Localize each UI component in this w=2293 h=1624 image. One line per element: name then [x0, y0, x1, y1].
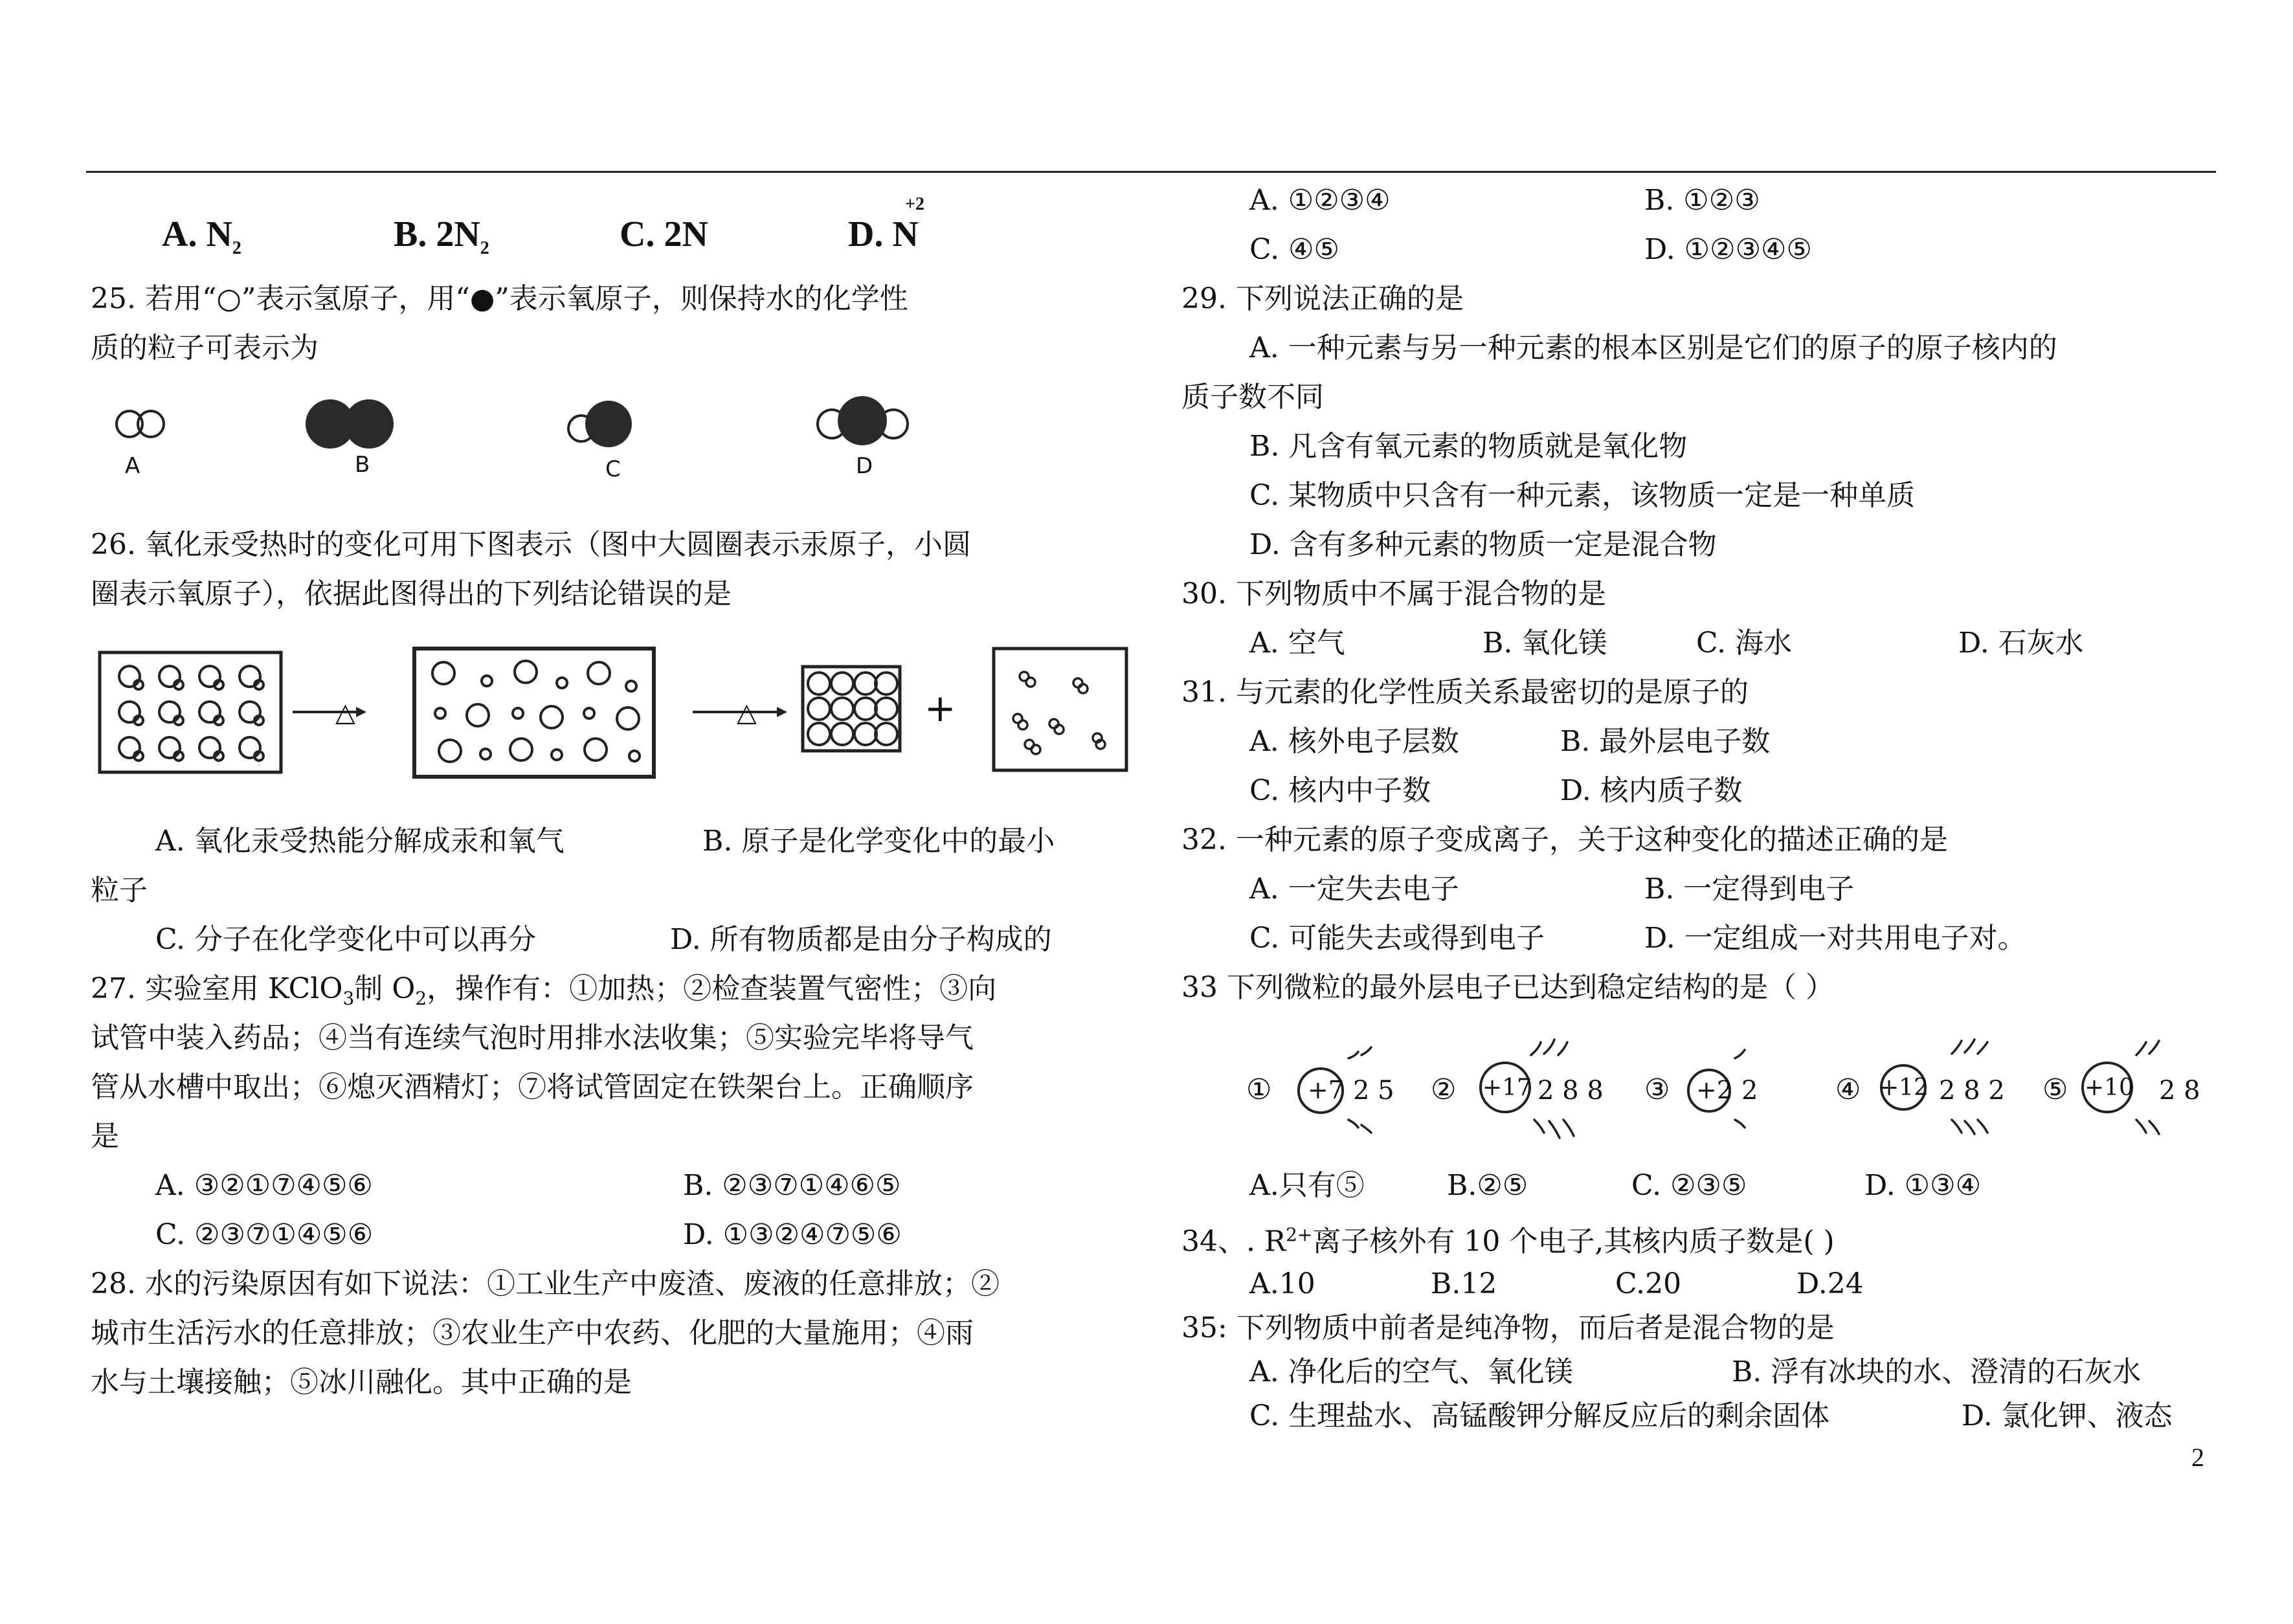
q33-particle-2-index: ② [1431, 1073, 1457, 1106]
q35-option-b: B. 浮有冰块的水、澄清的石灰水 [1732, 1355, 2142, 1388]
q33-particle-5-shells: 2 8 [2159, 1076, 2200, 1106]
q31-option-c: C. 核内中子数 [1249, 774, 1431, 807]
q25-label-d: D [856, 453, 873, 479]
q31-option-b: B. 最外层电子数 [1560, 725, 1771, 758]
q24-option-b: B. $2N_2$ [394, 214, 489, 259]
q34-stem: 34、. $R^{2+}$离子核外有 10 个电子,其核内质子数是( ) [1181, 1224, 1835, 1258]
q26-plus: + [924, 686, 956, 730]
q33-particle-3-shells: 2 [1741, 1076, 1758, 1106]
page-number: 2 [2191, 1443, 2204, 1472]
q26-line1: 26. 氧化汞受热时的变化可用下图表示（图中大圆圈表示汞原子，小圆 [91, 528, 971, 561]
q33-particle-5-index: ⑤ [2042, 1073, 2068, 1106]
q33-particle-3-index: ③ [1644, 1073, 1670, 1106]
q25-particle-figure [91, 395, 945, 492]
q28-line3: 水与土壤接触；⑤冰川融化。其中正确的是 [91, 1366, 632, 1399]
q27-option-a: A. ③②①⑦④⑤⑥ [155, 1169, 373, 1202]
q33-particle-1-shells: 2 5 [1353, 1076, 1394, 1106]
q33-option-d: D. ①③④ [1864, 1169, 1982, 1202]
q26-option-b: B. 原子是化学变化中的最小 [702, 825, 1055, 858]
q32-option-c: C. 可能失去或得到电子 [1249, 922, 1545, 955]
q29-option-a-cont: 质子数不同 [1181, 381, 1324, 414]
q28-option-d: D. ①②③④⑤ [1644, 233, 1812, 266]
q25-line2: 质的粒子可表示为 [91, 331, 319, 364]
q27-option-c: C. ②③⑦①④⑤⑥ [155, 1218, 374, 1251]
q24-option-c: C. 2N [620, 214, 708, 254]
q25-line1: 25. 若用“○”表示氢原子，用“●”表示氧原子，则保持水的化学性 [91, 282, 908, 315]
q33-stem: 33 下列微粒的最外层电子已达到稳定结构的是（ ） [1181, 971, 1834, 1004]
q29-option-d: D. 含有多种元素的物质一定是混合物 [1249, 528, 1717, 561]
q27-option-b: B. ②③⑦①④⑥⑤ [683, 1169, 901, 1202]
q33-particle-3-nucleus: +2 [1696, 1076, 1733, 1104]
q34-option-a: A.10 [1249, 1267, 1315, 1300]
q33-particle-4-shells: 2 8 2 [1939, 1076, 2005, 1106]
q27-line2: 试管中装入药品；④当有连续气泡时用排水法收集；⑤实验完毕将导气 [91, 1021, 974, 1054]
q35-option-a: A. 净化后的空气、氧化镁 [1249, 1355, 1573, 1388]
q29-option-c: C. 某物质中只含有一种元素，该物质一定是一种单质 [1249, 479, 1916, 512]
q35-option-d: D. 氯化钾、液态 [1962, 1399, 2173, 1432]
q33-particle-1-nucleus: +7 [1308, 1076, 1345, 1104]
q27-option-d: D. ①③②④⑦⑤⑥ [683, 1218, 902, 1251]
q33-particle-5-nucleus: +10 [2085, 1074, 2134, 1101]
q28-line2: 城市生活污水的任意排放；③农业生产中农药、化肥的大量施用；④雨 [91, 1317, 974, 1350]
q28-option-c: C. ④⑤ [1249, 233, 1339, 266]
q25-label-b: B [355, 452, 370, 478]
q24-option-a: A. $N_2$ [162, 214, 241, 259]
q29-option-b: B. 凡含有氧元素的物质就是氧化物 [1249, 430, 1688, 463]
q31-stem: 31. 与元素的化学性质关系最密切的是原子的 [1181, 676, 1749, 709]
q26-arrow2-label: △ [737, 698, 757, 728]
q26-option-b-cont: 粒子 [91, 874, 148, 907]
q33-particle-2-shells: 2 8 8 [1538, 1076, 1604, 1106]
q27-line3: 管从水槽中取出；⑥熄灭酒精灯；⑦将试管固定在铁架台上。正确顺序 [91, 1071, 974, 1104]
header-rule [86, 171, 2216, 173]
q34-option-d: D.24 [1796, 1267, 1864, 1300]
q25-particle-b [306, 399, 394, 449]
q31-option-d: D. 核内质子数 [1560, 774, 1743, 807]
q27-line1: 27. 实验室用 KClO$_3$制 $O_2$，操作有：①加热；②检查装置气密性；③向 [91, 972, 997, 1009]
q27-line4: 是 [91, 1120, 119, 1153]
q24-option-d: D. N +2 [848, 194, 924, 254]
q32-option-d: D. 一定组成一对共用电子对。 [1644, 922, 2026, 955]
q32-option-b: B. 一定得到电子 [1644, 873, 1855, 906]
q26-line2: 圈表示氧原子），依据此图得出的下列结论错误的是 [91, 577, 732, 610]
q35-stem: 35: 下列物质中前者是纯净物，而后者是混合物的是 [1181, 1311, 1835, 1344]
q25-label-c: C [605, 456, 621, 482]
q29-option-a: A. 一种元素与另一种元素的根本区别是它们的原子的原子核内的 [1249, 331, 2057, 364]
q30-option-a: A. 空气 [1249, 627, 1345, 660]
q33-option-c: C. ②③⑤ [1631, 1169, 1747, 1202]
q26-option-c: C. 分子在化学变化中可以再分 [155, 923, 537, 956]
q33-option-a: A.只有⑤ [1249, 1169, 1365, 1202]
q34-option-c: C.20 [1615, 1267, 1682, 1300]
q26-arrow1-label: △ [335, 698, 355, 728]
q25-label-a: A [125, 453, 140, 479]
q29-stem: 29. 下列说法正确的是 [1181, 282, 1464, 315]
q30-option-c: C. 海水 [1696, 627, 1793, 660]
q30-option-d: D. 石灰水 [1958, 627, 2084, 660]
q25-particle-c [568, 401, 632, 447]
q33-particle-2-nucleus: +17 [1482, 1074, 1532, 1101]
q25-particle-d [818, 396, 908, 445]
q33-particle-4-index: ④ [1835, 1073, 1861, 1106]
q32-stem: 32. 一种元素的原子变成离子，关于这种变化的描述正确的是 [1181, 823, 1948, 856]
q33-option-b: B.②⑤ [1447, 1169, 1528, 1202]
q26-reaction-figure [91, 641, 1139, 783]
q28-line1: 28. 水的污染原因有如下说法：①工业生产中废渣、废液的任意排放；② [91, 1267, 1000, 1300]
q31-option-a: A. 核外电子层数 [1249, 725, 1459, 758]
q30-option-b: B. 氧化镁 [1482, 627, 1607, 660]
q26-option-d: D. 所有物质都是由分子构成的 [670, 923, 1052, 956]
q28-option-b: B. ①②③ [1644, 184, 1760, 217]
q25-particle-a [117, 411, 164, 437]
q33-particle-1-index: ① [1246, 1073, 1272, 1106]
q28-option-a: A. ①②③④ [1249, 184, 1391, 217]
q32-option-a: A. 一定失去电子 [1249, 873, 1459, 906]
q34-option-b: B.12 [1431, 1267, 1497, 1300]
q30-stem: 30. 下列物质中不属于混合物的是 [1181, 577, 1606, 610]
q33-particle-4-nucleus: +12 [1879, 1074, 1929, 1101]
q35-option-c: C. 生理盐水、高锰酸钾分解反应后的剩余固体 [1249, 1399, 1830, 1432]
q26-option-a: A. 氧化汞受热能分解成汞和氧气 [155, 825, 565, 858]
